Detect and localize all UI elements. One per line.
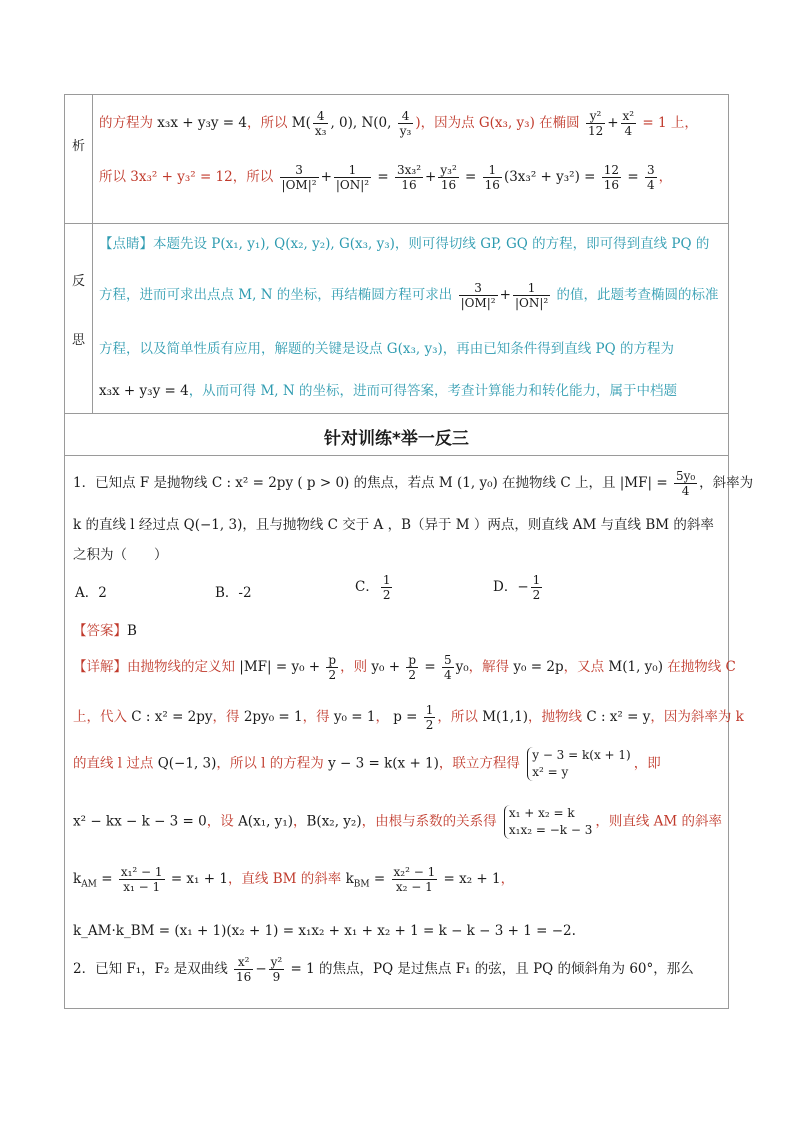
- reflection-line-4: x₃x + y₃y = 4，从而可得 M, N 的坐标，进而可得答案，考查计算能力和转化能力，属于中档题: [99, 383, 677, 399]
- row-divider: [65, 223, 728, 224]
- worksheet-table: [64, 94, 754, 1009]
- tangent-chord-equation: x₃x + y₃y = 4: [157, 115, 247, 131]
- problem-1-line-2: k 的直线 l 经过点 Q(−1, 3)，且与抛物线 C 交于 A ，B（异于 M ）两点，则直线 AM 与直线 BM 的斜率: [73, 517, 714, 533]
- problem-1-line-3: 之积为（ ）: [73, 547, 168, 563]
- detail-line-1: 【详解】由抛物线的定义知 |MF| = y₀ + $\frac{p}{2}$ ，则 y₀ + $\frac{p}{2}$ = $\frac{5}{4}$ y₀，解得 y₀ = 2p，又点 M(1, y₀) 在抛物线 C: [73, 653, 736, 682]
- column-divider: [92, 95, 93, 223]
- highlight-tag: 【点睛】: [99, 236, 153, 252]
- row-divider: [65, 455, 728, 456]
- detail-line-5: $k_{AM}$ = $\frac{\text{x₁² − 1}}{\text{x₁ − 1}}$ = x₁ + 1，直线 BM 的斜率 $k_{BM}$ = $\frac{\text{x₂² − 1}}{\text{x₂ − 1}}$ = x₂ + 1，: [73, 865, 515, 894]
- problem-1-line-1: 1．已知点 F 是抛物线 C : x² = 2py ( p > 0) 的焦点，若点 M (1, y₀) 在抛物线 C 上，且 |MF| = $\frac{\text{5y₀}}{4}$ ，斜率为: [73, 469, 754, 498]
- analysis-side-label: 析: [71, 139, 85, 154]
- analysis-line-2: 所以 3x₃² + y₃² = 12，所以 $\frac{3}{\text{|OM|²}}$ + $\frac{1}{\text{|ON|²}}$ = $\frac{\text{3x₃²}}{16}$ + $\frac{\text{y₃²}}{16}$ = $\frac{1}{16}$ (3x₃² + y₃²) = $\frac{12}{16}$ = $\frac{3}{4}$ ，: [99, 163, 673, 192]
- analysis-line-1: 的方程为 x₃x + y₃y = 4，所以 M( $\frac{4}{\text{x₃}}$ , 0), N(0, $\frac{4}{\text{y₃}}$ )，因为点 G(x₃, y₃) 在椭圆 $\frac{\text{y²}}{12}$ + $\frac{\text{x²}}{4}$ = 1 上，: [99, 109, 698, 138]
- answer-value: B: [127, 623, 137, 639]
- vieta-system: x₁ + x₂ = k x₁x₂ = −k − 3: [504, 805, 592, 839]
- section-title: 针对训练*举一反三: [324, 429, 469, 449]
- reflection-side-label-2: 思: [71, 333, 85, 348]
- detail-line-2: 上，代入 C : x² = 2py，得 2py₀ = 1，得 y₀ = 1， p = $\frac{1}{2}$ ，所以 M(1,1)，抛物线 C : x² = y，因为斜率为 k: [73, 703, 744, 732]
- option-c[interactable]: C． $\frac{1}{2}$: [355, 573, 391, 602]
- option-b[interactable]: B．-2: [215, 585, 252, 601]
- detail-line-6: k_AM·k_BM = (x₁ + 1)(x₂ + 1) = x₁x₂ + x₁ + x₂ + 1 = k − k − 3 + 1 = −2.: [73, 923, 576, 939]
- equation-system: y − 3 = k(x + 1) x² = y: [527, 747, 631, 781]
- row-divider: [65, 413, 728, 414]
- reflection-line-1: 【点睛】本题先设 P(x₁, y₁), Q(x₂, y₂), G(x₃, y₃)，则可得切线 GP, GQ 的方程，即可得到直线 PQ 的: [99, 236, 710, 252]
- problem-2-line-1: 2．已知 F₁，F₂ 是双曲线 $\frac{\text{x²}}{16}$ − $\frac{\text{y²}}{9}$ = 1 的焦点，PQ 是过焦点 F₁ 的弦，且 PQ 的倾斜角为 60°，那么: [73, 955, 694, 984]
- detail-line-3: 的直线 l 过点 Q(−1, 3)，所以 l 的方程为 y − 3 = k(x + 1)，联立方程得 y − 3 = k(x + 1) x² = y ，即: [73, 748, 661, 779]
- detail-line-4: x² − kx − k − 3 = 0，设 A(x₁, y₁)，B(x₂, y₂)，由根与系数的关系得 x₁ + x₂ = k x₁x₂ = −k − 3 ，则直线 AM 的斜率: [73, 806, 723, 837]
- reflection-line-2: 方程，进而可求出点点 M, N 的坐标，再结椭圆方程可求出 $\frac{3}{\text{|OM|²}}$ + $\frac{1}{\text{|ON|²}}$ 的值，此题考查椭圆的标准: [99, 281, 719, 310]
- option-d[interactable]: D．− $\frac{1}{2}$: [493, 573, 541, 602]
- answer-tag: 【答案】: [73, 623, 127, 639]
- answer-line: [73, 619, 137, 639]
- option-a[interactable]: A．2: [75, 585, 107, 601]
- reflection-line-3: 方程，以及简单性质有应用，解题的关键是设点 G(x₃, y₃)，再由已知条件得到直线 PQ 的方程为: [99, 341, 674, 357]
- column-divider: [92, 223, 93, 413]
- reflection-side-label-1: 反: [71, 274, 85, 289]
